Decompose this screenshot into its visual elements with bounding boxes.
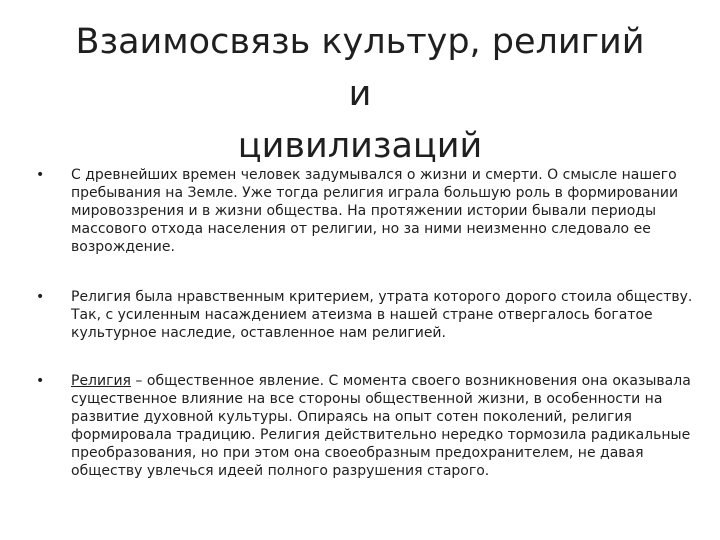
bullet-text-rest: – общественное явление. С момента своего возникновения она оказывала существенное влияние на все стороны общественной жизни, в особенности на развитие духовной культуры. Опираясь на опыт сотен поколений, религия формировала традицию. Религия действительно нередко тормозила радикальные преобразования, но при этом она своеобразным предохранителем, не давая обществу увлечься идеей полного разрушения старого.: [71, 373, 691, 479]
bullet-item: [36, 372, 702, 480]
bullet-marker: •: [36, 289, 45, 305]
bullet-marker: •: [36, 167, 45, 183]
slide-title: [60, 16, 660, 172]
bullet-marker: •: [36, 373, 45, 389]
bullet-item: [36, 166, 702, 256]
bullet-text: С древнейших времен человек задумывался о жизни и смерти. О смысле нашего пребывания на Земле. Уже тогда религия играла большую роль в формировании мировоззрения и в жизни общества. На протяжении истории бывали периоды массового отхода населения от религии, но за ними неизменно следовало ее возрождение.: [71, 167, 679, 255]
bullet-text: Религия была нравственным критерием, утрата которого дорого стоила обществу. Так, с усиленным насаждением атеизма в нашей стране отвергалось богатое культурное наследие, оставленное нам религией.: [71, 289, 693, 341]
slide-title-line-2: цивилизаций: [237, 126, 483, 166]
bullet-list: [36, 166, 702, 480]
bullet-item: [36, 288, 702, 342]
religion-term-link[interactable]: Религия: [71, 373, 131, 389]
bullet-text: [71, 372, 702, 480]
slide-title-line-1: Взаимосвязь культур, религий и: [75, 22, 645, 114]
